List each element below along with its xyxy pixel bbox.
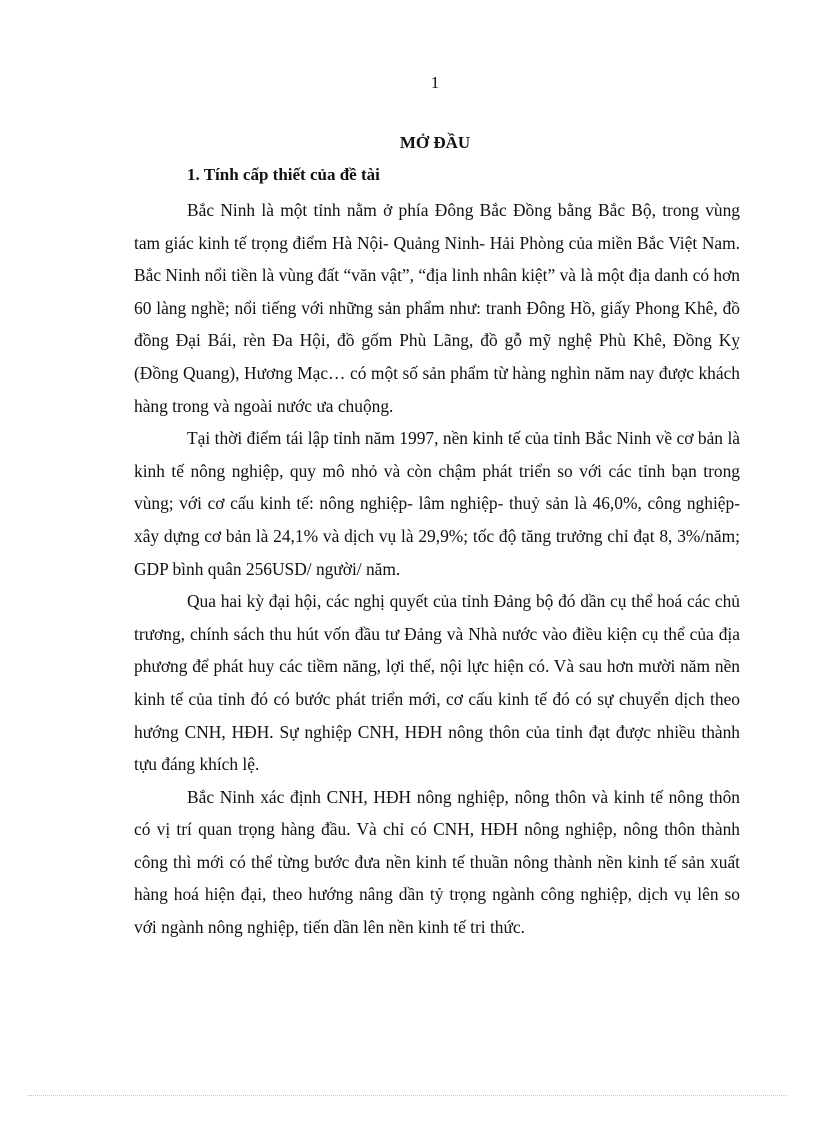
page-number: 1 [430, 73, 440, 92]
body-text [134, 194, 740, 944]
document-heading: MỞ ĐẦU [399, 133, 471, 152]
section-title: 1. Tính cấp thiết của đề tài [187, 165, 380, 184]
footer-divider [28, 1095, 788, 1096]
paragraph: Qua hai kỳ đại hội, các nghị quyết của tỉnh Đảng bộ đó dần cụ thể hoá các chủ trương, chính sách thu hút vốn đầu tư Đảng và Nhà nước vào điều kiện cụ thể của địa phương để phát huy các tiềm năng, lợi thế, nội lực hiện có. Và sau hơn mười năm nền kinh tế của tỉnh đó có bước phát triển mới, cơ cấu kinh tế đó có sự chuyển dịch theo hướng CNH, HĐH. Sự nghiệp CNH, HĐH nông thôn của tỉnh đạt được nhiều thành tựu đáng khích lệ. [134, 591, 740, 775]
paragraph: Bắc Ninh là một tỉnh nằm ở phía Đông Bắc Đồng bằng Bắc Bộ, trong vùng tam giác kinh tế trọng điểm Hà Nội- Quảng Ninh- Hải Phòng của miền Bắc Việt Nam. Bắc Ninh nổi tiền là vùng đất “văn vật”, “địa linh nhân kiệt” và là một địa danh có hơn 60 làng nghề; nổi tiếng với những sản phẩm như: tranh Đông Hồ, giấy Phong Khê, đồ đồng Đại Bái, rèn Đa Hội, đồ gốm Phù Lãng, đồ gỗ mỹ nghệ Phù Khê, Đồng Kỵ (Đồng Quang), Hương Mạc… có một số sản phẩm từ hàng nghìn năm nay được khách hàng trong và ngoài nước ưa chuộng. [134, 200, 740, 416]
paragraph: Bắc Ninh xác định CNH, HĐH nông nghiệp, nông thôn và kinh tế nông thôn có vị trí quan trọng hàng đầu. Và chỉ có CNH, HĐH nông nghiệp, nông thôn thành công thì mới có thể từng bước đưa nền kinh tế thuần nông thành nền kinh tế sản xuất hàng hoá hiện đại, theo hướng nâng dần tỷ trọng ngành công nghiệp, dịch vụ lên so với ngành nông nghiệp, tiến dần lên nền kinh tế tri thức. [134, 786, 740, 938]
paragraph: Tại thời điểm tái lập tỉnh năm 1997, nền kinh tế của tỉnh Bắc Ninh về cơ bản là kinh tế nông nghiệp, quy mô nhỏ và còn chậm phát triển so với các tỉnh bạn trong vùng; với cơ cấu kinh tế: nông nghiệp- lâm nghiệp- thuỷ sản là 46,0%, công nghiệp- xây dựng cơ bản là 24,1% và dịch vụ là 29,9%; tốc độ tăng trưởng chỉ đạt 8, 3%/năm; GDP bình quân 256USD/ người/ năm. [134, 428, 740, 579]
